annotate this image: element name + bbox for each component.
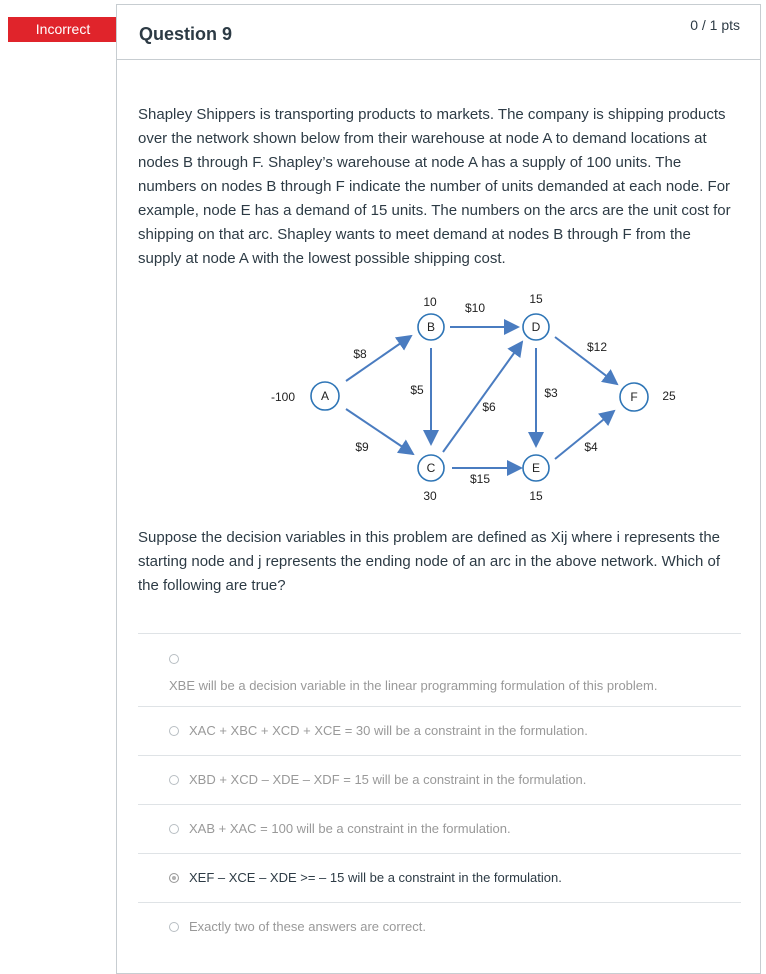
answer-option-6[interactable] [138,902,741,951]
node-b-value: 10 [423,295,437,309]
radio-button[interactable] [169,654,179,664]
arc-cd-cost: $6 [482,400,496,414]
node-d-label: D [531,320,541,334]
node-f-value: 25 [662,389,676,403]
arc-cd [443,342,522,452]
network-diagram [265,287,725,512]
answer-text: XEF – XCE – XDE >= – 15 will be a constraint in the formulation. [189,870,562,885]
arc-de-cost: $3 [544,386,558,400]
answer-text: XBD + XCD – XDE – XDF = 15 will be a constraint in the formulation. [189,772,587,787]
arc-ab-cost: $8 [353,347,367,361]
node-a-value: -100 [270,390,296,404]
arc-ac-cost: $9 [355,440,369,454]
arc-bd-cost: $10 [464,301,486,315]
network-svg [265,287,725,507]
badge-label: Incorrect [35,21,91,37]
node-e-label: E [531,461,541,475]
question-title: Question 9 [139,24,233,44]
question-card [116,4,761,974]
answer-text: Exactly two of these answers are correct. [189,919,426,934]
answer-option-2[interactable] [138,706,741,755]
answer-text: XBE will be a decision variable in the linear programming formulation of this problem. [169,678,658,693]
arc-ef-cost: $4 [584,440,598,454]
node-c-value: 30 [423,489,437,503]
answer-option-3[interactable] [138,755,741,804]
node-a [311,382,339,410]
node-c [418,455,444,481]
answer-option-5[interactable] [138,853,741,902]
answer-option-1[interactable] [138,633,741,706]
arc-bc-cost: $5 [410,383,424,397]
question-text: Shapley Shippers is transporting products to markets. The company is shipping products over the network shown below from their warehouse at node A to demand locations at nodes B through F. Shapley’s warehouse at node A has a supply of 100 units. The numbers on nodes B through F indicate the number of units demanded at each node. For example, node E has a demand of 15 units. The numbers on the arcs are the unit cost for shipping on that arc. Shapley wants to meet demand at nodes B through F from the supply at node A with the lowest possible shipping cost. [138,106,731,267]
node-d [523,314,549,340]
answer-option-4[interactable] [138,804,741,853]
node-e-value: 15 [529,489,543,503]
node-e [523,455,549,481]
question-prompt: Suppose the decision variables in this problem are defined as Xij where i represents the starting node and j represents the ending node of an arc in the above network. Which of the following are true? [138,529,721,594]
question-points: 0 / 1 pts [690,17,740,33]
radio-button[interactable] [169,824,179,834]
node-b [418,314,444,340]
node-f [620,383,648,411]
node-f-label: F [630,390,638,404]
answer-text: XAB + XAC = 100 will be a constraint in the formulation. [189,821,511,836]
radio-button[interactable] [169,775,179,785]
node-c-label: C [426,461,436,475]
radio-button-selected[interactable] [169,873,179,883]
answer-text: XAC + XBC + XCD + XCE = 30 will be a constraint in the formulation. [189,723,588,738]
node-b-label: B [426,320,436,334]
node-d-value: 15 [529,292,543,306]
question-header [117,5,760,60]
node-a-label: A [320,389,330,403]
radio-button[interactable] [169,726,179,736]
arc-ce-cost: $15 [469,472,491,486]
arc-df-cost: $12 [586,340,608,354]
incorrect-badge [8,17,125,42]
radio-button[interactable] [169,922,179,932]
answer-list [138,633,741,951]
